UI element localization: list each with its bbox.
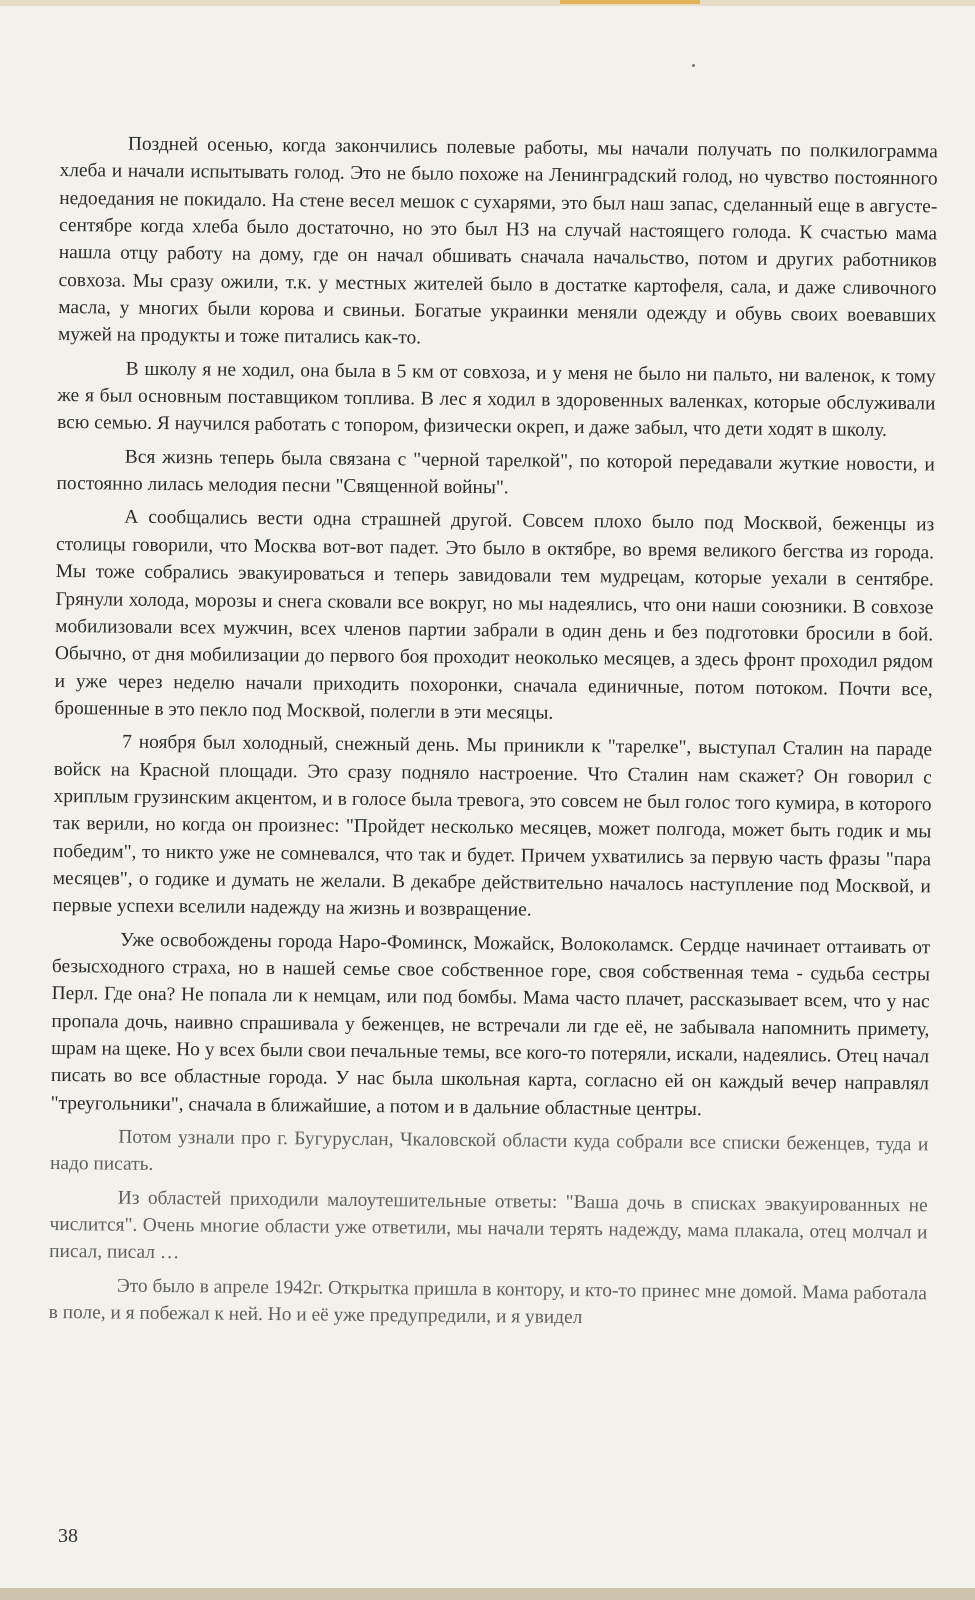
paper-speck <box>692 64 695 67</box>
page-bottom-edge <box>0 1588 975 1600</box>
paragraph-2: В школу я не ходил, она была в 5 км от совхоза, и у меня не было ни пальто, ни валенок, к тому же я был основным поставщиком топлива. В лес я ходил в здоровенных валенках, которые обслуживали всю семью. Я научился работать с топором, физически окреп, и даже забыл, что дети ходят в школу. <box>57 358 936 442</box>
paragraph-4: А сообщались вести одна страшней другой. Совсем плохо было под Москвой, беженцы из столицы говорили, что Москва вот-вот падет. Это было в октябре, во время великого бегства из города. Мы тоже собрались эвакуироваться и теперь завидовали тем мудрецам, которые уехали в сентябре. Грянули холода, морозы и снега сковали все вокруг, но мы надеялись, что они наши союзники. В совхозе мобилизовали всех мужчин, всех членов партии забрали в один день и без подготовки бросили в бой. Обычно, от дня мобилизации до первого боя проходит неоколько месяцев, а здесь фронт проходил рядом и уже через неделю начали приходить похоронки, сначала единичные, потом потоком. Почти все, брошенные в это пекло под Москвой, полегли в эти месяцы. <box>54 507 935 724</box>
paragraph-3: Вся жизнь теперь была связана с "черной тарелкой", по которой передавали жуткие новости, и постоянно лилась мелодия песни "Священной войны". <box>56 446 935 499</box>
paragraph-1: Поздней осенью, когда закончились полевые работы, мы начали получать по полкилограмма хлеба и начали испытывать голод. Это не было похоже на Ленинградский голод, но чувство постоянного недоедания не покидало. На стене весел мешок с сухарями, это был наш запас, сделанный еще в августе-сентябре когда хлеба было достаточно, но это был НЗ на случай настоящего голода. К счастью мама нашла отцу работу на дому, где он начал обшивать сначала начальство, потом и других работников совхоза. Мы сразу ожили, т.к. у местных жителей было в достатке картофеля, сала, и даже сливочного масла, у многих были корова и свиньи. Богатые украинки меняли одежду и обувь своих воевавших мужей на продукты и тоже питались как-то. <box>57 133 938 349</box>
page-top-edge <box>0 0 975 6</box>
page-number: 38 <box>58 1525 78 1547</box>
paragraph-6: Уже освобождены города Наро-Фоминск, Можайск, Волоколамск. Сердце начинает оттаивать от безысходного страха, но в нашей семье свое собственное горе, своя собственная тема - судьба сестры Перл. Где она? Не попала ли к немцам, или под бомбы. Мама часто плачет, рассказывает всем, что у нас пропала дочь, наивно спрашивала у беженцев, не встречали ли где её, не забывала напомнить примету, шрам на щеке. Но у всех были свои печальные темы, все кого-то потеряли, искали, надеялись. Отец начал писать во все областные города. У нас была школьная карта, согласно ей он каждый вечер направлял "треугольники", сначала в ближайшие, а потом и в дальние областные центры. <box>50 929 931 1120</box>
paragraph-7: Потом узнали про г. Бугуруслан, Чкаловской области куда собрали все списки беженцев, туда и надо писать. <box>49 1126 929 1176</box>
paragraph-9: Это было в апреле 1942г. Открытка пришла в контору, и кто-то принес мне домой. Мама работала в поле, и я побежал к ней. Но и её уже предупредили, и я увидел <box>48 1275 927 1329</box>
paragraph-8: Из областей приходили малоутешительные ответы: "Ваша дочь в списках эвакуированных не числится". Очень многие области уже ответили, мы начали терять надежду, мама плакала, отец молчал и писал, писал … <box>49 1187 928 1264</box>
document-body <box>48 130 938 1341</box>
page-top-accent <box>560 0 700 4</box>
paragraph-5: 7 ноября был холодный, снежный день. Мы приникли к "тарелке", выступал Сталин на параде войск на Красной площади. Это сразу подняло настроение. Что Сталин нам скажет? Он говорил с хриплым грузинским акцентом, и в голосе была тревога, это совсем не был голос того кумира, в которого так верили, но когда он произнес: "Пройдет несколько месяцев, может полгода, может быть годик и мы победим", то никто уже не сомневался, что так и будет. Причем ухватились за первую часть фразы "пара месяцев", о годике и думать не желали. В декабре действительно началось наступление под Москвой, и первые успехи вселили надежду на жизнь и возвращение. <box>52 731 933 921</box>
